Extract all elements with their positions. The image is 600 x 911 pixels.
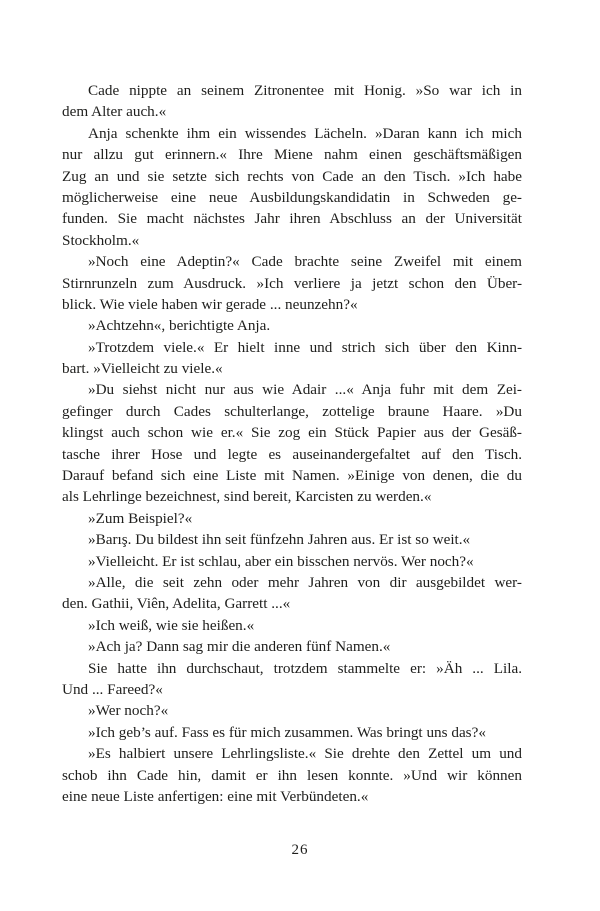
- paragraph: [62, 722, 522, 743]
- text-line: Stockholm.«: [62, 231, 140, 249]
- text-line: Sie hatte ihn durchschaut, trotzdem stammelte er: »Äh ... Lila.: [88, 659, 522, 677]
- paragraph: [62, 658, 522, 701]
- text-line: tasche ihrer Hose und legte es auseinandergefaltet auf den Tisch.: [62, 445, 522, 463]
- text-line: blick. Wie viele haben wir gerade ... neunzehn?«: [62, 295, 358, 313]
- paragraph: [62, 551, 522, 572]
- text-line: »Achtzehn«, berichtigte Anja.: [88, 317, 271, 335]
- text-line: »Es halbiert unsere Lehrlingsliste.« Sie drehte den Zettel um und: [88, 745, 522, 763]
- text-line: den. Gathii, Viên, Adelita, Garrett ...«: [62, 595, 291, 613]
- paragraph: [62, 615, 522, 636]
- text-line: »Noch eine Adeptin?« Cade brachte seine Zweifel mit einem: [88, 253, 522, 271]
- text-line: bart. »Vielleicht zu viele.«: [62, 360, 223, 378]
- text-line: »Du siehst nicht nur aus wie Adair ...« Anja fuhr mit dem Zei-: [88, 381, 522, 399]
- paragraph: [62, 743, 522, 807]
- paragraph: [62, 636, 522, 657]
- text-line: Stirnrunzeln zum Ausdruck. »Ich verliere ja jetzt schon den Über-: [62, 274, 522, 292]
- text-line: »Alle, die seit zehn oder mehr Jahren von dir ausgebildet wer-: [88, 573, 522, 591]
- text-line: Cade nippte an seinem Zitronentee mit Honig. »So war ich in: [88, 82, 522, 99]
- paragraph: [62, 337, 522, 380]
- text-line: schob ihn Cade hin, damit er ihn lesen konnte. »Und wir können: [62, 766, 522, 784]
- paragraph: [62, 508, 522, 529]
- paragraph: [62, 379, 522, 507]
- text-line: Und ... Fareed?«: [62, 680, 163, 698]
- text-line: Anja schenkte ihm ein wissendes Lächeln. »Daran kann ich mich: [88, 124, 522, 142]
- text-line: als Lehrlinge bezeichnest, sind bereit, Karcisten zu werden.«: [62, 488, 432, 506]
- text-line: »Zum Beispiel?«: [88, 509, 193, 527]
- text-line: nur allzu gut erinnern.« Ihre Miene nahm einen geschäftsmäßigen: [62, 146, 522, 164]
- text-line: »Trotzdem viele.« Er hielt inne und strich sich über den Kinn-: [88, 338, 522, 356]
- text-line: möglicherweise eine neue Ausbildungskandidatin in Schweden ge-: [62, 188, 522, 206]
- paragraph: [62, 123, 522, 251]
- text-block: [62, 80, 522, 807]
- text-line: »Ach ja? Dann sag mir die anderen fünf Namen.«: [88, 638, 391, 656]
- paragraph: [62, 700, 522, 721]
- text-line: »Ich weiß, wie sie heißen.«: [88, 616, 255, 634]
- text-line: Zug an und sie setzte sich rechts von Cade an den Tisch. »Ich habe: [62, 167, 522, 185]
- text-line: Darauf befand sich eine Liste mit Namen. »Einige von denen, die du: [62, 467, 522, 485]
- paragraph: [62, 572, 522, 615]
- text-line: »Vielleicht. Er ist schlau, aber ein bisschen nervös. Wer noch?«: [88, 552, 474, 570]
- text-line: klingst auch schon wie er.« Sie zog ein Stück Papier aus der Gesäß-: [62, 424, 522, 442]
- text-line: eine neue Liste anfertigen: eine mit Verbündeten.«: [62, 787, 369, 805]
- paragraph: [62, 315, 522, 336]
- page-number: 26: [291, 842, 309, 858]
- text-line: »Barış. Du bildest ihn seit fünfzehn Jahren aus. Er ist so weit.«: [88, 531, 471, 549]
- text-line: dem Alter auch.«: [62, 103, 167, 121]
- text-line: »Wer noch?«: [88, 702, 169, 720]
- text-line: funden. Sie macht nächstes Jahr ihren Abschluss an der Universität: [62, 210, 522, 228]
- paragraph: [62, 80, 522, 123]
- text-line: »Ich geb’s auf. Fass es für mich zusammen. Was bringt uns das?«: [88, 723, 486, 741]
- text-line: gefinger durch Cades schulterlange, zottelige braune Haare. »Du: [62, 402, 522, 420]
- paragraph: [62, 529, 522, 550]
- paragraph: [62, 251, 522, 315]
